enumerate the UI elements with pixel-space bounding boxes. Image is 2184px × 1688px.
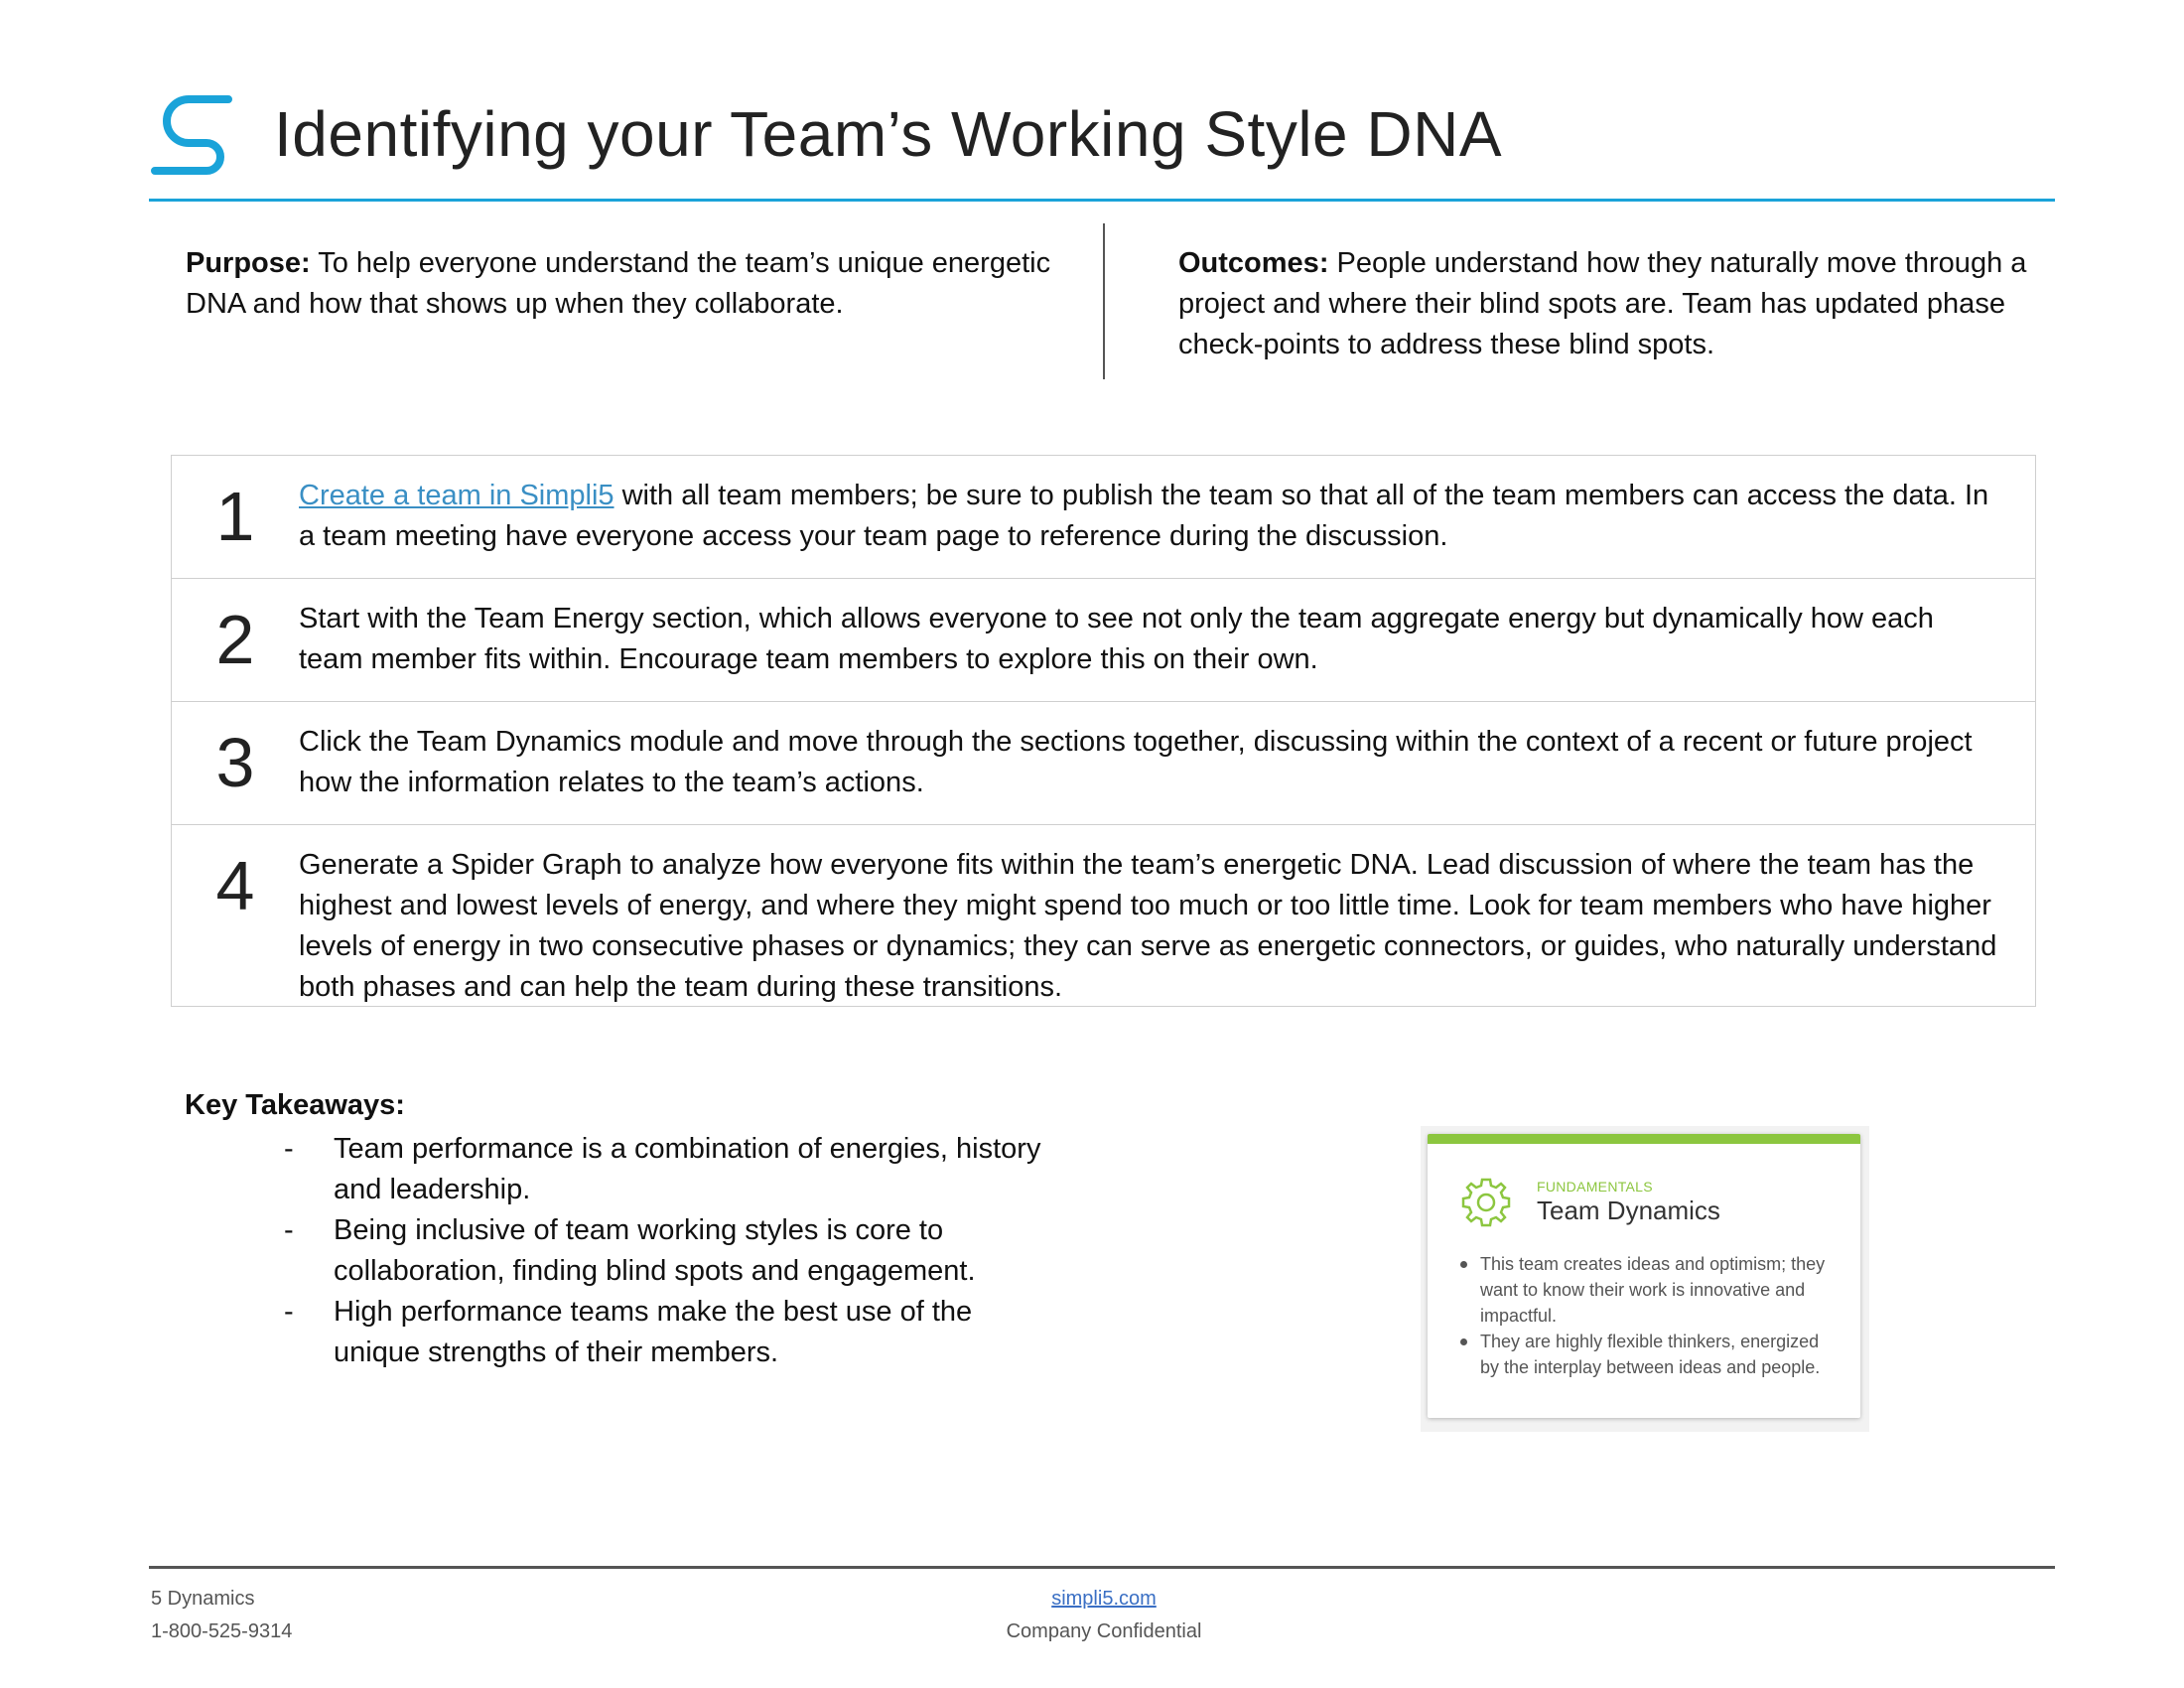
card-bullets xyxy=(1455,1251,1843,1380)
list-item xyxy=(1455,1251,1843,1329)
title-divider xyxy=(149,199,2055,202)
card-bullet-text: They are highly flexible thinkers, energized by the interplay between ideas and people. xyxy=(1480,1332,1821,1377)
outcomes-text: People understand how they naturally move through a project and where their blind spots are. Team has updated phase check-points to address these blind spots. xyxy=(1178,247,2027,360)
create-team-link[interactable]: Create a team in Simpli5 xyxy=(299,480,614,511)
website-link[interactable]: simpli5.com xyxy=(1051,1588,1157,1610)
list-item xyxy=(284,1129,1058,1210)
takeaway-text: High performance teams make the best use of the unique strengths of their members. xyxy=(334,1296,973,1368)
step-text: Click the Team Dynamics module and move through the sections together, discussing within the context of a recent or future project how the information relates to the team’s actions. xyxy=(299,726,1973,798)
step-number: 2 xyxy=(215,601,255,678)
dash-marker: - xyxy=(284,1296,294,1328)
takeaway-text: Being inclusive of team working styles is core to collaboration, finding blind spots and engagement. xyxy=(334,1214,976,1287)
outcomes-block xyxy=(1178,243,2032,365)
card-accent-bar xyxy=(1428,1134,1860,1144)
team-dynamics-card xyxy=(1428,1134,1860,1418)
outcomes-label: Outcomes: xyxy=(1178,247,1329,279)
purpose-block xyxy=(186,243,1059,325)
card-eyebrow: FUNDAMENTALS xyxy=(1537,1179,1653,1195)
card-bullet-text: This team creates ideas and optimism; they want to know their work is innovative and impactful. xyxy=(1480,1254,1826,1326)
footer-center xyxy=(993,1583,1215,1648)
footer-phone: 1-800-525-9314 xyxy=(151,1620,293,1642)
simpli5-logo-icon xyxy=(149,87,244,183)
footer-divider xyxy=(149,1566,2055,1569)
step-body: with all team members; be sure to publish the team so that all of the team members can access the data. In a team meeting have everyone access your team page to reference during the discussion. xyxy=(299,480,1989,552)
purpose-text: To help everyone understand the team’s unique energetic DNA and how that shows up when they collaborate. xyxy=(186,247,1051,320)
list-item xyxy=(1455,1329,1843,1380)
step-row xyxy=(172,579,2035,702)
takeaway-text: Team performance is a combination of energies, history and leadership. xyxy=(334,1133,1041,1205)
footer-contact xyxy=(151,1583,292,1648)
step-row xyxy=(172,825,2035,1006)
bullet-icon xyxy=(1460,1261,1467,1268)
takeaways-heading: Key Takeaways: xyxy=(185,1089,405,1121)
step-text: Start with the Team Energy section, which allows everyone to see not only the team aggregate energy but dynamically how each team member fits within. Encourage team members to explore this on their own. xyxy=(299,603,1934,675)
list-item xyxy=(284,1210,1058,1292)
footer-company: 5 Dynamics xyxy=(151,1588,255,1610)
step-number: 4 xyxy=(215,847,255,924)
step-text xyxy=(299,456,2035,578)
list-item xyxy=(284,1292,1058,1373)
intro-divider xyxy=(1103,223,1105,379)
steps-table xyxy=(171,455,2036,1007)
page-title: Identifying your Team’s Working Style DNA xyxy=(274,98,1503,170)
dash-marker: - xyxy=(284,1214,294,1246)
purpose-label: Purpose: xyxy=(186,247,311,279)
takeaways-list xyxy=(284,1129,1058,1373)
step-number: 1 xyxy=(215,478,255,555)
step-row xyxy=(172,702,2035,825)
card-title: Team Dynamics xyxy=(1537,1196,1720,1225)
step-row xyxy=(172,456,2035,579)
bullet-icon xyxy=(1460,1338,1467,1345)
gear-icon xyxy=(1459,1176,1513,1229)
step-text: Generate a Spider Graph to analyze how everyone fits within the team’s energetic DNA. Lead discussion of where the team has the highest and lowest levels of energy, and where they might spend too much or too little time. Look for team members who have higher levels of energy in two consecutive phases or dynamics; they can serve as energetic connectors, or guides, who naturally understand both phases and can help the team during these transitions. xyxy=(299,849,1997,1003)
step-number: 3 xyxy=(215,724,255,801)
footer-confidential: Company Confidential xyxy=(1006,1620,1202,1642)
dash-marker: - xyxy=(284,1133,294,1165)
